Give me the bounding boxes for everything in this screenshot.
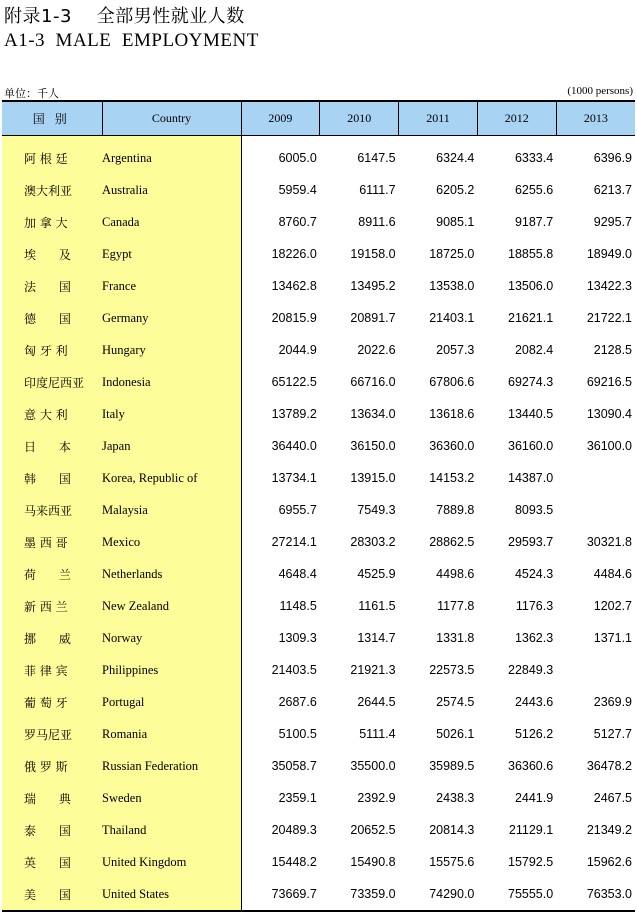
value-cell: 13734.1 [271,471,317,485]
table-row [2,366,635,398]
header-year: 2009 [241,101,320,136]
country-cn-cell: 马来西亚 [2,494,102,526]
value-cell: 21722.1 [586,311,632,325]
country-cn-cell: 罗马尼亚 [2,718,102,750]
value-cell: 20891.7 [350,311,396,325]
table-row [2,398,635,430]
country-en-cell: Mexico [102,526,241,558]
value-cell: 1148.5 [279,599,317,613]
country-en-cell: Canada [102,206,241,238]
country-en-cell: New Zealand [102,590,241,622]
value-cell: 65122.5 [271,375,317,389]
table-row [2,590,635,622]
value-cell: 28303.2 [350,535,396,549]
country-cn-cell: 英 国 [2,846,102,878]
value-cell: 13538.0 [429,279,475,293]
country-en-cell: Indonesia [102,366,241,398]
value-cell: 36100.0 [586,439,632,453]
header-year: 2010 [320,101,399,136]
value-cell: 13506.0 [508,279,554,293]
value-cell: 15962.6 [586,855,632,869]
table-row [2,334,635,366]
value-cell: 36160.0 [508,439,554,453]
value-cell: 18226.0 [271,247,317,261]
country-en-cell: Russian Federation [102,750,241,782]
table-row [2,686,635,718]
value-cell: 1161.5 [358,599,396,613]
value-cell: 8760.7 [278,215,317,229]
value-cell: 36360.0 [429,439,475,453]
country-cn-cell: 瑞 典 [2,782,102,814]
table-row [2,494,635,526]
value-cell: 13618.6 [429,407,475,421]
country-cn-cell: 阿 根 廷 [2,136,102,175]
value-cell: 2057.3 [436,343,475,357]
value-cell: 2392.9 [357,791,396,805]
header-year: 2013 [556,101,635,136]
value-cell: 76353.0 [586,887,632,901]
value-cell: 13495.2 [350,279,396,293]
value-cell: 1176.3 [515,599,554,613]
value-cell: 6333.4 [514,151,554,165]
country-cn-cell: 菲 律 宾 [2,654,102,686]
value-cell: 27214.1 [271,535,317,549]
country-en-cell: France [102,270,241,302]
country-cn-cell: 韩 国 [2,462,102,494]
country-cn-cell: 葡 萄 牙 [2,686,102,718]
value-cell: 29593.7 [508,535,554,549]
value-cell: 73359.0 [350,887,396,901]
country-en-cell: United States [102,878,241,911]
value-cell: 4525.9 [357,567,396,581]
value-cell: 18725.0 [429,247,475,261]
value-cell: 5026.1 [436,727,475,741]
value-cell: 22849.3 [508,663,554,677]
value-cell: 6205.2 [436,183,475,197]
value-cell: 30321.8 [586,535,632,549]
value-cell: 6005.0 [278,151,317,165]
table-header-row [2,101,635,136]
value-cell [556,494,635,526]
country-cn-cell: 德 国 [2,302,102,334]
unit-label-cn: 单位：千人 [4,87,59,100]
value-cell: 2687.6 [278,695,317,709]
value-cell: 2574.5 [436,695,475,709]
table-row [2,654,635,686]
table-row [2,718,635,750]
value-cell: 20815.9 [271,311,317,325]
country-cn-cell: 俄 罗 斯 [2,750,102,782]
value-cell: 35989.5 [429,759,475,773]
value-cell: 5127.7 [593,727,632,741]
value-cell: 20652.5 [350,823,396,837]
country-en-cell: Romania [102,718,241,750]
employment-table [2,100,635,912]
country-en-cell: Korea, Republic of [102,462,241,494]
value-cell: 9295.7 [593,215,632,229]
value-cell: 6955.7 [278,503,317,517]
value-cell: 4648.4 [278,567,317,581]
country-cn-cell: 新 西 兰 [2,590,102,622]
value-cell: 66716.0 [350,375,396,389]
value-cell: 35500.0 [350,759,396,773]
value-cell: 21349.2 [586,823,632,837]
value-cell: 1371.1 [593,631,632,645]
country-cn-cell: 意 大 利 [2,398,102,430]
value-cell: 13462.8 [271,279,317,293]
value-cell: 67806.6 [429,375,475,389]
table-row [2,782,635,814]
table-row [2,206,635,238]
value-cell: 2044.9 [278,343,317,357]
value-cell: 8911.6 [358,215,396,229]
value-cell: 1314.7 [357,631,396,645]
value-cell: 13090.4 [586,407,632,421]
header-year: 2012 [477,101,556,136]
value-cell: 2438.3 [436,791,475,805]
table-row [2,136,635,175]
value-cell: 15448.2 [271,855,317,869]
table-row [2,270,635,302]
country-cn-cell: 匈 牙 利 [2,334,102,366]
value-cell: 36150.0 [350,439,396,453]
value-cell: 35058.7 [271,759,317,773]
value-cell: 13915.0 [350,471,396,485]
country-en-cell: Japan [102,430,241,462]
value-cell: 4498.6 [436,567,475,581]
value-cell: 13634.0 [350,407,396,421]
country-cn-cell: 埃 及 [2,238,102,270]
country-cn-cell: 法 国 [2,270,102,302]
value-cell: 28862.5 [429,535,475,549]
country-cn-cell: 加 拿 大 [2,206,102,238]
value-cell: 5100.5 [278,727,317,741]
value-cell: 75555.0 [508,887,554,901]
value-cell: 20814.3 [429,823,475,837]
value-cell: 5959.4 [278,183,317,197]
value-cell: 18949.0 [586,247,632,261]
country-en-cell: Thailand [102,814,241,846]
value-cell: 69216.5 [586,375,632,389]
country-en-cell: Sweden [102,782,241,814]
table-row [2,526,635,558]
table-row [2,238,635,270]
value-cell: 2359.1 [278,791,317,805]
page-title-cn: 附录1-3 全部男性就业人数 [4,6,245,27]
value-cell: 73669.7 [271,887,317,901]
value-cell: 36360.6 [508,759,554,773]
value-cell [556,654,635,686]
value-cell: 2128.5 [593,343,632,357]
value-cell: 1309.3 [278,631,317,645]
value-cell: 36440.0 [271,439,317,453]
value-cell: 21621.1 [508,311,554,325]
value-cell: 6111.7 [359,183,396,197]
value-cell: 20489.3 [271,823,317,837]
country-en-cell: Philippines [102,654,241,686]
value-cell: 22573.5 [429,663,475,677]
value-cell: 1202.7 [593,599,632,613]
header-year: 2011 [399,101,478,136]
value-cell: 6255.6 [514,183,554,197]
value-cell: 1331.8 [436,631,475,645]
value-cell: 9085.1 [436,215,475,229]
country-cn-cell: 美 国 [2,878,102,911]
value-cell: 21403.5 [271,663,317,677]
value-cell: 21403.1 [429,311,475,325]
table-row [2,622,635,654]
country-en-cell: Germany [102,302,241,334]
value-cell: 7549.3 [357,503,396,517]
value-cell: 5126.2 [514,727,554,741]
country-cn-cell: 印度尼西亚 [2,366,102,398]
value-cell: 74290.0 [429,887,475,901]
value-cell: 13422.3 [586,279,632,293]
table-row [2,462,635,494]
table-row [2,814,635,846]
value-cell: 6324.4 [436,151,475,165]
value-cell: 9187.7 [514,215,554,229]
value-cell: 8093.5 [514,503,554,517]
value-cell: 2443.6 [514,695,554,709]
value-cell: 2022.6 [357,343,396,357]
value-cell: 69274.3 [508,375,554,389]
value-cell: 13440.5 [508,407,554,421]
value-cell: 4524.3 [514,567,554,581]
value-cell: 1177.8 [437,599,475,613]
country-cn-cell: 澳大利亚 [2,174,102,206]
table-row [2,558,635,590]
value-cell: 21129.1 [508,823,554,837]
header-country-en: Country [102,101,241,136]
country-en-cell: Portugal [102,686,241,718]
country-cn-cell: 挪 威 [2,622,102,654]
country-cn-cell: 泰 国 [2,814,102,846]
value-cell: 2644.5 [357,695,396,709]
value-cell: 7889.8 [436,503,475,517]
table-row [2,750,635,782]
value-cell: 15490.8 [350,855,396,869]
table-row [2,846,635,878]
value-cell: 36478.2 [586,759,632,773]
value-cell: 4484.6 [593,567,632,581]
value-cell: 15575.6 [429,855,475,869]
table-row [2,430,635,462]
value-cell: 15792.5 [508,855,554,869]
country-en-cell: Argentina [102,136,241,175]
value-cell [556,462,635,494]
value-cell: 14153.2 [429,471,475,485]
header-country-cn: 国别 [2,101,102,136]
country-en-cell: Australia [102,174,241,206]
value-cell: 5111.4 [359,727,396,741]
table-row [2,878,635,911]
value-cell: 2369.9 [593,695,632,709]
country-cn-cell: 荷 兰 [2,558,102,590]
value-cell: 6147.5 [357,151,396,165]
value-cell: 6396.9 [593,151,632,165]
country-en-cell: United Kingdom [102,846,241,878]
table-row [2,174,635,206]
table-row [2,302,635,334]
value-cell: 6213.7 [593,183,632,197]
country-en-cell: Netherlands [102,558,241,590]
country-cn-cell: 日 本 [2,430,102,462]
country-en-cell: Italy [102,398,241,430]
country-en-cell: Egypt [102,238,241,270]
value-cell: 2467.5 [593,791,632,805]
country-cn-cell: 墨 西 哥 [2,526,102,558]
value-cell: 21921.3 [350,663,396,677]
value-cell: 1362.3 [514,631,554,645]
value-cell: 13789.2 [271,407,317,421]
page-title-en: A1-3 MALE EMPLOYMENT [4,30,259,51]
country-en-cell: Norway [102,622,241,654]
country-en-cell: Hungary [102,334,241,366]
country-en-cell: Malaysia [102,494,241,526]
value-cell: 2441.9 [514,791,554,805]
unit-label-en: (1000 persons) [567,85,633,97]
value-cell: 19158.0 [350,247,396,261]
value-cell: 2082.4 [514,343,554,357]
value-cell: 18855.8 [508,247,554,261]
value-cell: 14387.0 [508,471,554,485]
